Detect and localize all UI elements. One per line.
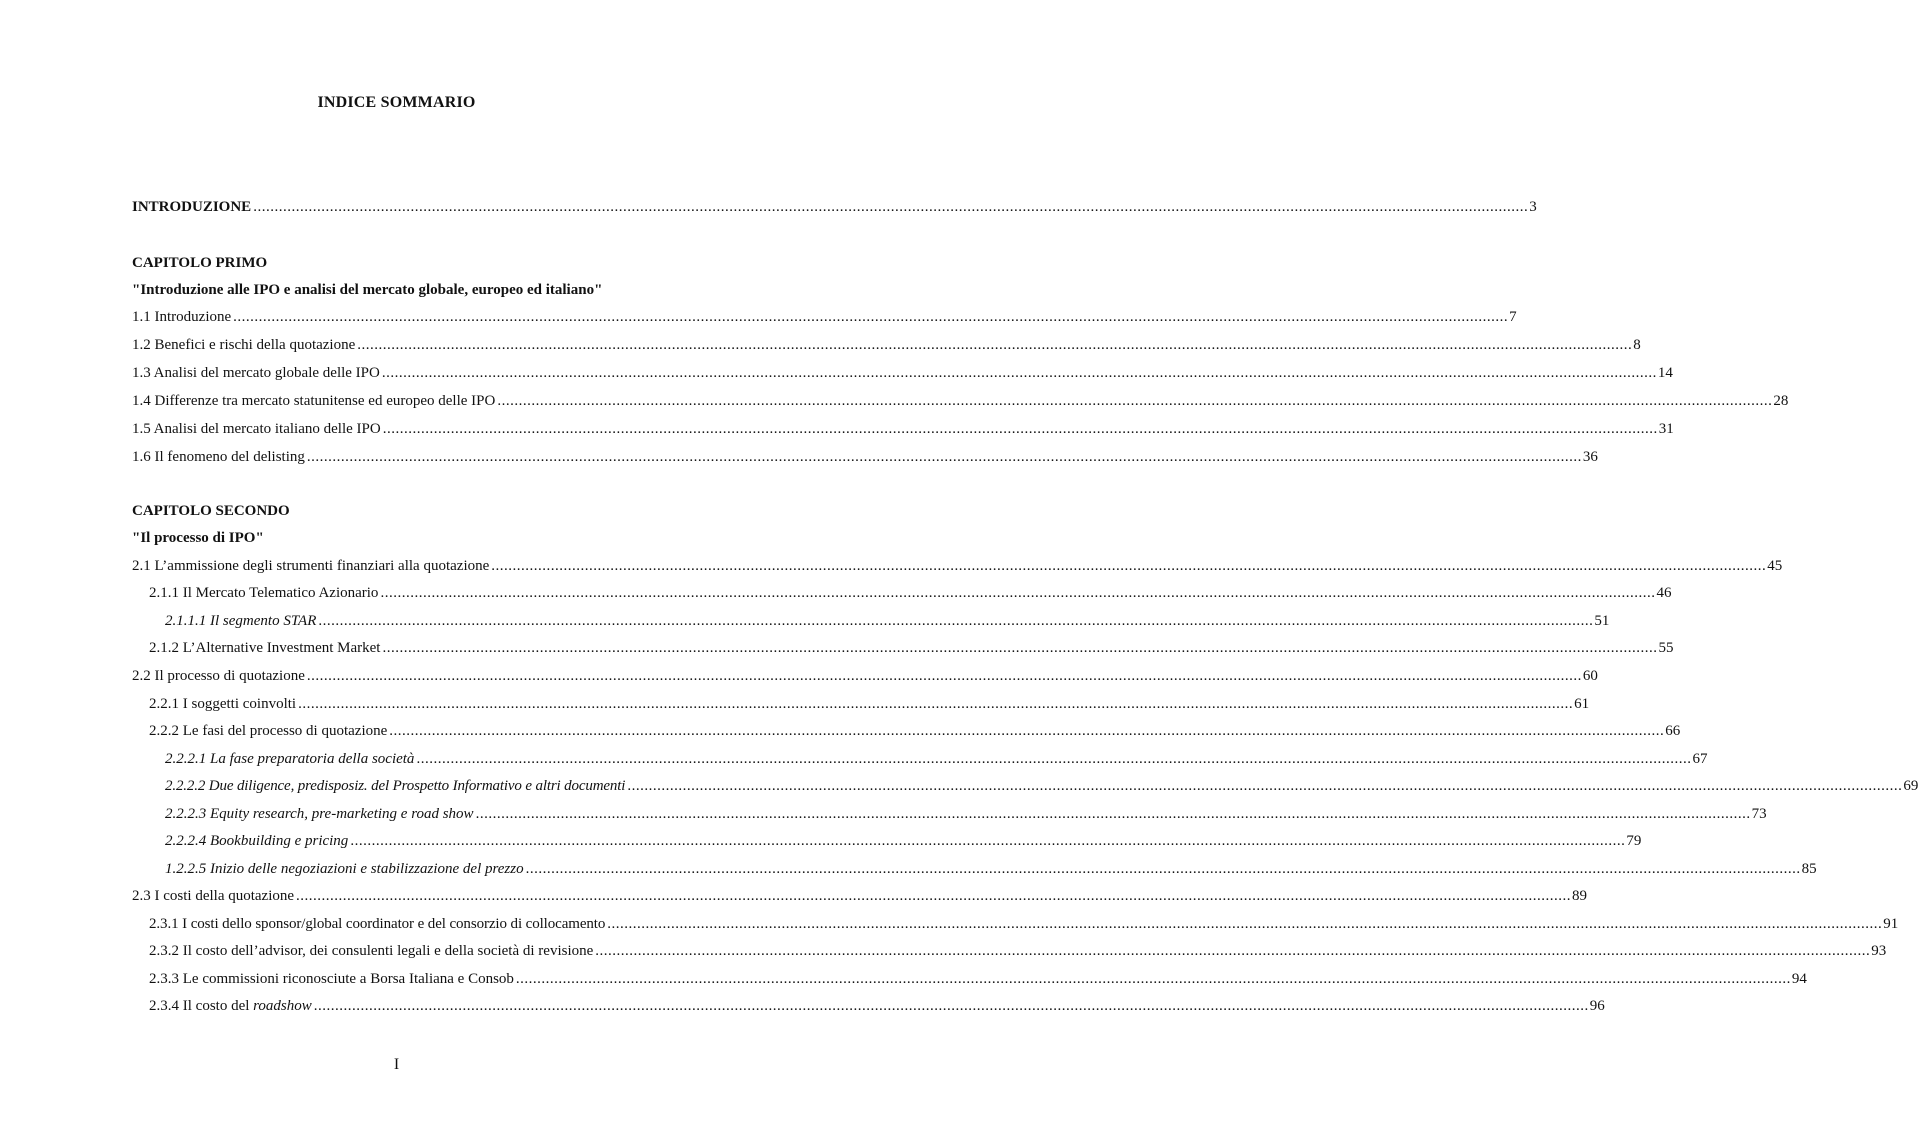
- toc-entry-label: 2.2.1 I soggetti coinvolti: [149, 696, 297, 712]
- toc-entry[interactable]: [149, 583, 1672, 603]
- toc-entry-page: 93: [1871, 943, 1887, 959]
- toc-entry-introduzione[interactable]: [132, 197, 1537, 217]
- toc-entry-page: 61: [1574, 696, 1590, 712]
- leader-dots: ............................................................................................................................................................................................................................................................................................................: [350, 833, 1626, 849]
- toc-entry-label: [149, 996, 312, 1016]
- leader-dots: ............................................................................................................................................................................................................................................................................................................: [497, 393, 1773, 409]
- toc-entry[interactable]: [132, 666, 1598, 686]
- toc-entry-page: 91: [1883, 916, 1899, 932]
- leader-dots: ............................................................................................................................................................................................................................................................................................................: [382, 421, 1658, 437]
- toc-entry[interactable]: [132, 363, 1673, 383]
- toc-entry-label: 1.2.2.5 Inizio delle negoziazioni e stabilizzazione del prezzo: [165, 861, 524, 877]
- toc-entry-label: 2.3.1 I costi dello sponsor/global coordinator e del consorzio di collocamento: [149, 916, 606, 932]
- leader-dots: ............................................................................................................................................................................................................................................................................................................: [382, 640, 1658, 656]
- leader-dots: ............................................................................................................................................................................................................................................................................................................: [389, 723, 1665, 739]
- chapter-heading: CAPITOLO PRIMO: [132, 255, 268, 271]
- chapter-subtitle: "Il processo di IPO": [132, 530, 264, 546]
- toc-entry-label-text: 2.3.4 Il costo del: [149, 998, 250, 1014]
- toc-entry-page: 79: [1626, 833, 1642, 849]
- toc-entry[interactable]: [165, 776, 1918, 796]
- toc-entry-label: 2.1.1 Il Mercato Telematico Azionario: [149, 585, 379, 601]
- toc-entry-page: 89: [1572, 888, 1588, 904]
- toc-entry-page: 14: [1657, 365, 1673, 381]
- toc-entry-page: 36: [1582, 449, 1598, 465]
- toc-entry-label: 2.1.2 L’Alternative Investment Market: [149, 640, 381, 656]
- leader-dots: ............................................................................................................................................................................................................................................................................................................: [318, 613, 1594, 629]
- leader-dots: ............................................................................................................................................................................................................................................................................................................: [475, 806, 1751, 822]
- toc-entry-page: 66: [1665, 723, 1681, 739]
- toc-entry[interactable]: [149, 996, 1605, 1016]
- toc-entry[interactable]: [132, 447, 1598, 467]
- leader-dots: ............................................................................................................................................................................................................................................................................................................: [627, 778, 1903, 794]
- toc-entry-label: 2.1 L’ammissione degli strumenti finanziari alla quotazione: [132, 558, 490, 574]
- leader-dots: ............................................................................................................................................................................................................................................................................................................: [515, 971, 1791, 987]
- leader-dots: ............................................................................................................................................................................................................................................................................................................: [607, 916, 1883, 932]
- chapter-heading: CAPITOLO SECONDO: [132, 503, 290, 519]
- toc-entry-page: 94: [1791, 971, 1807, 987]
- toc-entry-label: 1.1 Introduzione: [132, 309, 232, 325]
- toc-entry[interactable]: [165, 749, 1708, 769]
- toc-entry[interactable]: [149, 941, 1887, 961]
- toc-entry-page: 55: [1658, 640, 1674, 656]
- leader-dots: ............................................................................................................................................................................................................................................................................................................: [298, 696, 1574, 712]
- toc-entry-label: 1.6 Il fenomeno del delisting: [132, 449, 305, 465]
- toc-entry[interactable]: [132, 556, 1783, 576]
- toc-entry-page: 7: [1509, 309, 1517, 325]
- leader-dots: ............................................................................................................................................................................................................................................................................................................: [313, 998, 1589, 1014]
- toc-entry-page: 60: [1582, 668, 1598, 684]
- leader-dots: ............................................................................................................................................................................................................................................................................................................: [296, 888, 1572, 904]
- leader-dots: ............................................................................................................................................................................................................................................................................................................: [306, 449, 1582, 465]
- toc-entry-label: 1.5 Analisi del mercato italiano delle IPO: [132, 421, 381, 437]
- toc-entry[interactable]: [165, 831, 1642, 851]
- toc-entry[interactable]: [165, 804, 1767, 824]
- toc-entry-page: 31: [1658, 421, 1674, 437]
- toc-entry-page: 28: [1773, 393, 1789, 409]
- toc-entry-page: 73: [1751, 806, 1767, 822]
- toc-entry-page: 45: [1767, 558, 1783, 574]
- toc-entry[interactable]: [132, 307, 1517, 327]
- page-number: I: [393, 1056, 400, 1073]
- toc-entry-page: 67: [1692, 751, 1708, 767]
- toc-entry-label: 1.3 Analisi del mercato globale delle IPO: [132, 365, 380, 381]
- toc-entry-label: 2.3 I costi della quotazione: [132, 888, 295, 904]
- toc-entry[interactable]: [165, 859, 1817, 879]
- toc-entry-label: 1.2 Benefici e rischi della quotazione: [132, 337, 356, 353]
- toc-entry-label: 2.3.2 Il costo dell’advisor, dei consulenti legali e della società di revisione: [149, 943, 594, 959]
- toc-entry[interactable]: [149, 969, 1807, 989]
- toc-entry-page: 96: [1589, 998, 1605, 1014]
- page-title: INDICE SOMMARIO: [317, 94, 476, 111]
- toc-entry-page: 46: [1656, 585, 1672, 601]
- toc-entry[interactable]: [149, 694, 1590, 714]
- toc-entry-label: INTRODUZIONE: [132, 199, 252, 215]
- toc-entry-page: 3: [1529, 199, 1537, 215]
- toc-entry-page: 69: [1903, 778, 1918, 794]
- leader-dots: ............................................................................................................................................................................................................................................................................................................: [525, 861, 1801, 877]
- toc-entry-label-italic: roadshow: [253, 998, 312, 1014]
- leader-dots: ............................................................................................................................................................................................................................................................................................................: [416, 751, 1692, 767]
- toc-entry-label: 2.2 Il processo di quotazione: [132, 668, 305, 684]
- leader-dots: ............................................................................................................................................................................................................................................................................................................: [381, 365, 1657, 381]
- toc-entry-page: 8: [1633, 337, 1641, 353]
- leader-dots: ............................................................................................................................................................................................................................................................................................................: [306, 668, 1582, 684]
- toc-entry[interactable]: [132, 335, 1641, 355]
- toc-entry[interactable]: [132, 419, 1674, 439]
- toc-entry[interactable]: [132, 391, 1789, 411]
- toc-entry-label: 2.1.1.1 Il segmento STAR: [165, 613, 317, 629]
- toc-entry-label: 2.2.2.1 La fase preparatoria della società: [165, 751, 415, 767]
- toc-entry[interactable]: [149, 721, 1681, 741]
- leader-dots: ............................................................................................................................................................................................................................................................................................................: [380, 585, 1656, 601]
- toc-entry-label: 2.2.2.2 Due diligence, predisposiz. del Prospetto Informativo e altri documenti: [165, 778, 626, 794]
- leader-dots: ............................................................................................................................................................................................................................................................................................................: [595, 943, 1871, 959]
- toc-entry[interactable]: [132, 886, 1588, 906]
- toc-entry-label: 2.2.2 Le fasi del processo di quotazione: [149, 723, 388, 739]
- toc-entry-page: 85: [1801, 861, 1817, 877]
- toc-entry[interactable]: [149, 638, 1674, 658]
- leader-dots: ............................................................................................................................................................................................................................................................................................................: [491, 558, 1767, 574]
- leader-dots: ............................................................................................................................................................................................................................................................................................................: [253, 199, 1529, 215]
- toc-entry-label: 2.2.2.4 Bookbuilding e pricing: [165, 833, 349, 849]
- leader-dots: ............................................................................................................................................................................................................................................................................................................: [233, 309, 1509, 325]
- chapter-subtitle: "Introduzione alle IPO e analisi del mercato globale, europeo ed italiano": [132, 282, 603, 298]
- toc-entry-label: 2.3.3 Le commissioni riconosciute a Borsa Italiana e Consob: [149, 971, 514, 987]
- toc-entry[interactable]: [165, 611, 1610, 631]
- leader-dots: ............................................................................................................................................................................................................................................................................................................: [357, 337, 1633, 353]
- toc-entry-page: 51: [1594, 613, 1610, 629]
- toc-entry-label: 1.4 Differenze tra mercato statunitense ed europeo delle IPO: [132, 393, 496, 409]
- toc-entry-label: 2.2.2.3 Equity research, pre-marketing e road show: [165, 806, 474, 822]
- toc-entry[interactable]: [149, 914, 1899, 934]
